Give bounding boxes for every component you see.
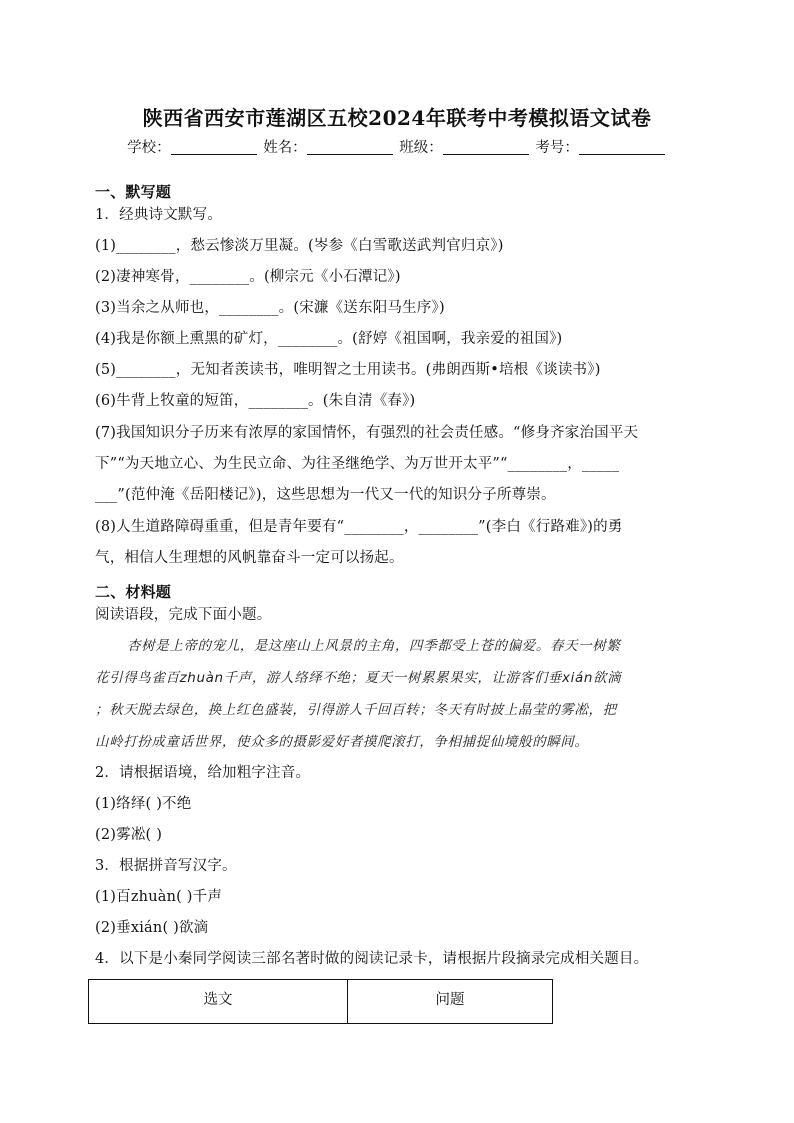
name-label: 姓名： (263, 140, 307, 156)
reading-record-table (88, 979, 553, 1024)
passage-line-2: 花引得鸟雀百zhuàn千声，游人络绎不绝；夏天一树累累果实，让游客们垂xián欲滴 (95, 670, 622, 686)
passage-line-1: 杏树是上帝的宠儿，是这座山上风景的主角，四季都受上苍的偏爱。春天一树繁 (127, 638, 621, 654)
question-2: 2．请根据语境，给加粗字注音。 (95, 765, 311, 781)
q1-item-2: (2)凄神寒骨，________。(柳宗元《小石潭记》) (95, 269, 401, 285)
q1-item-4: (4)我是你额上熏黑的矿灯，________。(舒婷《祖国啊，我亲爱的祖国》) (95, 331, 563, 347)
passage-intro: 阅读语段，完成下面小题。 (95, 607, 272, 623)
q1-item-8-line-2: 气，相信人生理想的风帆靠奋斗一定可以扬起。 (95, 550, 404, 566)
class-blank[interactable] (443, 140, 529, 155)
exam-number-label: 考号： (535, 140, 579, 156)
table-header-excerpt: 选文 (89, 980, 348, 1024)
q1-item-8-line-1: (8)人生道路障碍重重，但是青年要有“________，________”(李白《行路难》)的勇 (95, 519, 623, 535)
q1-item-5: (5)________，无知者羡读书，唯明智之士用读书。(弗朗西斯•培根《谈读书》) (95, 362, 601, 378)
q1-item-1: (1)________，愁云惨淡万里凝。(岑参《白雪歌送武判官归京》) (95, 238, 504, 254)
q3-item-1: (1)百zhuàn( )千声 (95, 889, 223, 905)
exam-number-blank[interactable] (579, 140, 665, 155)
q2-item-1: (1)络绎( )不绝 (95, 796, 192, 812)
passage-line-3: ；秋天脱去绿色，换上红色盛装，引得游人千回百转；冬天有时披上晶莹的雾凇，把 (95, 702, 617, 718)
section-heading-material: 二、材料题 (95, 583, 172, 601)
school-label: 学校： (127, 140, 171, 156)
q1-item-3: (3)当余之从师也，________。(宋濂《送东阳马生序》) (95, 300, 445, 316)
class-label: 班级： (399, 140, 443, 156)
section-heading-dictation: 一、默写题 (95, 183, 172, 201)
q1-item-7-line-1: (7)我国知识分子历来有浓厚的家国情怀，有强烈的社会责任感。“修身齐家治国平天 (95, 425, 639, 441)
q1-item-7-line-2: 下”“为天地立心、为生民立命、为往圣继绝学、为万世开太平”“________，_____ (95, 456, 620, 472)
q3-item-2: (2)垂xián( )欲滴 (95, 920, 209, 936)
name-blank[interactable] (307, 140, 393, 155)
q1-item-6: (6)牛背上牧童的短笛，________。(朱自清《春》) (95, 393, 416, 409)
student-info-row (0, 136, 794, 157)
table-header-question: 问题 (348, 980, 553, 1024)
q2-item-2: (2)雾凇( ) (95, 827, 163, 843)
question-1: 1．经典诗文默写。 (95, 207, 223, 223)
passage-line-4: 山岭打扮成童话世界，使众多的摄影爱好者摸爬滚打，争相捕捉仙境般的瞬间。 (95, 734, 589, 750)
question-4: 4．以下是小秦同学阅读三部名著时做的阅读记录卡，请根据片段摘录完成相关题目。 (95, 951, 649, 967)
q1-item-7-line-3: ___”(范仲淹《岳阳楼记》)，这些思想为一代又一代的知识分子所尊崇。 (95, 487, 556, 503)
question-3: 3．根据拼音写汉字。 (95, 858, 237, 874)
school-blank[interactable] (171, 140, 257, 155)
page-title: 陕西省西安市莲湖区五校2024年联考中考模拟语文试卷 (142, 106, 652, 130)
